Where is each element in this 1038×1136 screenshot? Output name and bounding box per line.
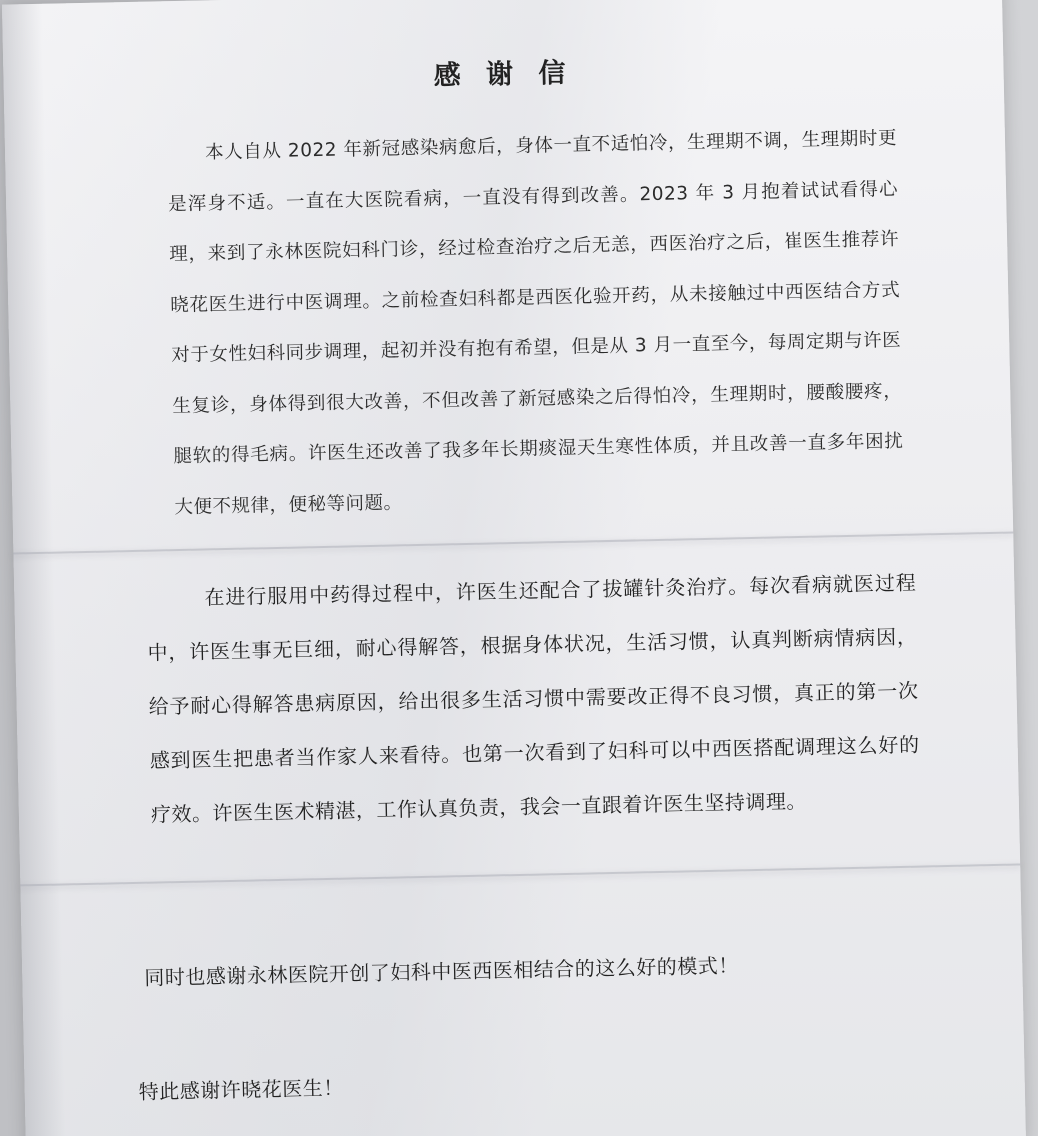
- letter-paragraph-3: 同时也感谢永林医院开创了妇科中医西医相结合的这么好的模式！: [144, 953, 739, 990]
- paper-edge-shadow: [2, 4, 66, 1136]
- paper-fold-line: [20, 863, 1020, 886]
- letter-paper: [2, 0, 1026, 1136]
- letter-title: 感 谢 信: [433, 57, 574, 92]
- letter-closing: 特此感谢许晓花医生！: [138, 1075, 344, 1104]
- letter-paragraph-2: 在进行服用中药得过程中，许医生还配合了拔罐针灸治疗。每次看病就医过程中，许医生事无巨细，耐心得解答，根据身体状况，生活习惯，认真判断病情病因，给予耐心得解答患病原因，给出很多生活习惯中需要改正得不良习惯，真正的第一次感到医生把患者当作家人来看待。也第一次看到了妇科可以中西医搭配调理这么好的疗效。许医生医术精湛，工作认真负责，我会一直跟着许医生坚持调理。: [147, 570, 920, 827]
- letter-paragraph-1: 本人自从 2022 年新冠感染病愈后，身体一直不适怕冷，生理期不调，生理期时更是浑身不适。一直在大医院看病，一直没有得到改善。2023 年 3 月抱着试试看得心理，来到了永林医院妇科门诊，经过检查治疗之后无恙，西医治疗之后，崔医生推荐许晓花医生进行中医调理。之前检查妇科都是西医化验开药，从未接触过中西医结合方式对于女性妇科同步调理，起初并没有抱有希望，但是从 3 月一直至今，每周定期与许医生复诊，身体得到很大改善，不但改善了新冠感染之后得怕冷，生理期时，腰酸腰疼，腿软的得毛病。许医生还改善了我多年长期痰湿天生寒性体质，并且改善一直多年困扰大便不规律，便秘等问题。: [167, 127, 904, 518]
- paper-fold-line: [13, 532, 1013, 555]
